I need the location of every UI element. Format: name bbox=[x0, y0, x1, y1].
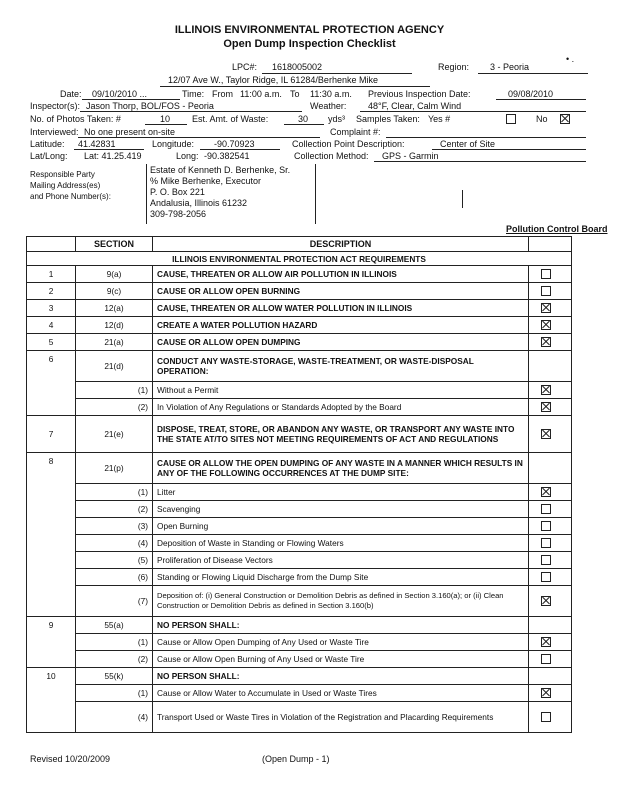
row-check-cell bbox=[529, 501, 572, 518]
table-row bbox=[27, 453, 572, 484]
to-label: To bbox=[290, 89, 300, 99]
row-check-cell bbox=[529, 634, 572, 651]
description-header: DESCRIPTION bbox=[153, 237, 529, 252]
table-subrow bbox=[27, 484, 572, 501]
row-section: 55(k) bbox=[76, 668, 153, 685]
table-subrow bbox=[27, 518, 572, 535]
latitude-underline bbox=[74, 149, 144, 150]
row-check-cell bbox=[529, 382, 572, 399]
waste-unit: yds³ bbox=[328, 114, 346, 124]
table-row bbox=[27, 317, 572, 334]
margin-marks: • . bbox=[566, 54, 575, 64]
latitude-label: Latitude: bbox=[30, 139, 65, 149]
responsible-party-label: Responsible Party bbox=[30, 170, 95, 179]
subrow-description: Standing or Flowing Liquid Discharge from the Dump Site bbox=[153, 569, 529, 586]
responsible-line-3: P. O. Box 221 bbox=[150, 187, 205, 197]
checklist-table bbox=[26, 236, 572, 733]
photos-label: No. of Photos Taken: # bbox=[30, 114, 121, 124]
samples-label: Samples Taken: bbox=[356, 114, 420, 124]
from-label: From bbox=[212, 89, 233, 99]
form-title: Open Dump Inspection Checklist bbox=[223, 38, 396, 50]
method-underline bbox=[374, 161, 586, 162]
row-number: 7 bbox=[27, 416, 76, 453]
subrow-description: Cause or Allow Open Dumping of Any Used or Waste Tire bbox=[153, 634, 529, 651]
complaint-label: Complaint #: bbox=[330, 127, 381, 137]
row-section: 12(d) bbox=[76, 317, 153, 334]
inspectors-underline bbox=[80, 111, 302, 112]
row-number: 10 bbox=[27, 668, 76, 733]
violation-checkbox[interactable] bbox=[541, 688, 551, 698]
violation-checkbox[interactable] bbox=[541, 637, 551, 647]
violation-checkbox[interactable] bbox=[541, 429, 551, 439]
violation-checkbox[interactable] bbox=[541, 303, 551, 313]
subrow-description: Cause or Allow Open Burning of Any Used or Waste Tire bbox=[153, 651, 529, 668]
row-check-cell bbox=[529, 484, 572, 501]
row-number: 9 bbox=[27, 617, 76, 668]
date-underline bbox=[82, 99, 180, 100]
row-number: 4 bbox=[27, 317, 76, 334]
row-check-cell bbox=[529, 651, 572, 668]
violation-checkbox[interactable] bbox=[541, 269, 551, 279]
agency-title: ILLINOIS ENVIRONMENTAL PROTECTION AGENCY bbox=[174, 24, 445, 36]
violation-checkbox[interactable] bbox=[541, 402, 551, 412]
table-row bbox=[27, 668, 572, 685]
region-underline bbox=[478, 73, 588, 74]
violation-checkbox[interactable] bbox=[541, 712, 551, 722]
row-section: 21(p) bbox=[76, 453, 153, 484]
table-row bbox=[27, 266, 572, 283]
waste-amount-label: Est. Amt. of Waste: bbox=[192, 114, 269, 124]
waste-amount-value: 30 bbox=[298, 114, 309, 124]
interviewed-underline bbox=[78, 137, 320, 138]
row-check-cell bbox=[529, 453, 572, 484]
photos-value: 10 bbox=[160, 114, 171, 124]
table-subrow bbox=[27, 399, 572, 416]
table-subrow bbox=[27, 702, 572, 733]
to-value: 11:30 a.m. bbox=[310, 89, 352, 99]
subrow-number: (5) bbox=[76, 552, 153, 569]
longitude-value: -90.70923 bbox=[214, 139, 255, 149]
row-number: 1 bbox=[27, 266, 76, 283]
row-section: 9(a) bbox=[76, 266, 153, 283]
site-address: 12/07 Ave W., Taylor Ridge, IL 61284/Berhenke Mike bbox=[168, 75, 378, 85]
subrow-description: In Violation of Any Regulations or Standards Adopted by the Board bbox=[153, 399, 529, 416]
table-subrow bbox=[27, 552, 572, 569]
subrow-number: (7) bbox=[76, 586, 153, 617]
date-label: Date: bbox=[60, 89, 82, 99]
table-subrow bbox=[27, 685, 572, 702]
subrow-description: Scavenging bbox=[153, 501, 529, 518]
violation-checkbox[interactable] bbox=[541, 555, 551, 565]
longitude-label: Longitude: bbox=[152, 139, 195, 149]
subrow-description: Litter bbox=[153, 484, 529, 501]
violation-checkbox[interactable] bbox=[541, 596, 551, 606]
subrow-number: (2) bbox=[76, 501, 153, 518]
row-section: 55(a) bbox=[76, 617, 153, 634]
from-value: 11:00 a.m. bbox=[240, 89, 282, 99]
violation-checkbox[interactable] bbox=[541, 538, 551, 548]
row-description: CAUSE OR ALLOW OPEN DUMPING bbox=[153, 334, 529, 351]
violation-checkbox[interactable] bbox=[541, 337, 551, 347]
violation-checkbox[interactable] bbox=[541, 504, 551, 514]
responsible-line-1: Estate of Kenneth D. Berhenke, Sr. bbox=[150, 165, 291, 175]
row-check-cell bbox=[529, 416, 572, 453]
photos-underline bbox=[145, 124, 187, 125]
row-number: 5 bbox=[27, 334, 76, 351]
divider-mark bbox=[462, 190, 463, 208]
revised-date: Revised 10/20/2009 bbox=[30, 754, 111, 764]
section-header: SECTION bbox=[76, 237, 153, 252]
table-subrow bbox=[27, 586, 572, 617]
subrow-number: (4) bbox=[76, 702, 153, 733]
row-description: CAUSE OR ALLOW OPEN BURNING bbox=[153, 283, 529, 300]
method-label: Collection Method: bbox=[294, 151, 369, 161]
row-number: 3 bbox=[27, 300, 76, 317]
table-subrow bbox=[27, 651, 572, 668]
long2-value: -90.382541 bbox=[204, 151, 250, 161]
samples-yes-checkbox[interactable] bbox=[506, 114, 516, 124]
subrow-description: Cause or Allow Water to Accumulate in Used or Waste Tires bbox=[153, 685, 529, 702]
samples-no-label: No bbox=[536, 114, 548, 124]
row-check-cell bbox=[529, 617, 572, 634]
region-value: 3 - Peoria bbox=[490, 62, 530, 72]
subrow-description: Without a Permit bbox=[153, 382, 529, 399]
subrow-number: (1) bbox=[76, 634, 153, 651]
collection-point-underline bbox=[432, 149, 586, 150]
row-description: CAUSE, THREATEN OR ALLOW WATER POLLUTION IN ILLINOIS bbox=[153, 300, 529, 317]
lpc-value: 1618005002 bbox=[272, 62, 323, 72]
row-check-cell bbox=[529, 552, 572, 569]
violation-checkbox[interactable] bbox=[541, 286, 551, 296]
subrow-description: Transport Used or Waste Tires in Violation of the Registration and Placarding Requirements bbox=[153, 702, 529, 733]
latlong-label: Lat/Long: bbox=[30, 151, 68, 161]
violation-checkbox[interactable] bbox=[541, 654, 551, 664]
weather-value: 48°F, Clear, Calm Wind bbox=[368, 101, 462, 111]
table-subrow bbox=[27, 501, 572, 518]
violation-checkbox[interactable] bbox=[541, 320, 551, 330]
responsible-line-5: 309-798-2056 bbox=[150, 209, 207, 219]
subrow-number: (3) bbox=[76, 518, 153, 535]
row-check-cell bbox=[529, 283, 572, 300]
weather-underline bbox=[360, 111, 586, 112]
violation-checkbox[interactable] bbox=[541, 385, 551, 395]
subrow-description: Deposition of Waste in Standing or Flowing Waters bbox=[153, 535, 529, 552]
table-row bbox=[27, 416, 572, 453]
violation-checkbox[interactable] bbox=[541, 487, 551, 497]
table-row bbox=[27, 617, 572, 634]
row-check-cell bbox=[529, 399, 572, 416]
inspectors-label: Inspector(s): bbox=[30, 101, 81, 111]
subrow-number: (6) bbox=[76, 569, 153, 586]
time-label: Time: bbox=[182, 89, 205, 99]
latitude-value: 41.42831 bbox=[78, 139, 116, 149]
complaint-underline bbox=[386, 137, 586, 138]
row-check-cell bbox=[529, 586, 572, 617]
lpc-underline bbox=[262, 73, 412, 74]
prev-underline bbox=[496, 99, 586, 100]
inspectors-value: Jason Thorp, BOL/FOS - Peoria bbox=[86, 101, 214, 111]
row-check-cell bbox=[529, 351, 572, 382]
date-value: 09/10/2010 ... bbox=[92, 89, 148, 99]
interviewed-value: No one present on-site bbox=[84, 127, 176, 137]
row-check-cell bbox=[529, 300, 572, 317]
table-row bbox=[27, 351, 572, 382]
table-subrow bbox=[27, 634, 572, 651]
waste-underline bbox=[284, 124, 324, 125]
table-header-row bbox=[27, 237, 572, 252]
row-number: 8 bbox=[27, 453, 76, 617]
table-subrow bbox=[27, 535, 572, 552]
table-subrow bbox=[27, 382, 572, 399]
collection-point-value: Center of Site bbox=[440, 139, 496, 149]
row-number: 6 bbox=[27, 351, 76, 416]
table-subrow bbox=[27, 569, 572, 586]
row-check-cell bbox=[529, 535, 572, 552]
row-check-cell bbox=[529, 569, 572, 586]
table-row bbox=[27, 283, 572, 300]
row-section: 21(e) bbox=[76, 416, 153, 453]
subrow-number: (1) bbox=[76, 382, 153, 399]
address-underline bbox=[160, 86, 430, 87]
row-section: 9(c) bbox=[76, 283, 153, 300]
row-check-cell bbox=[529, 317, 572, 334]
act-header-row bbox=[27, 252, 572, 266]
mailing-address-label: Mailing Address(es) bbox=[30, 181, 101, 190]
samples-no-checkbox[interactable] bbox=[560, 114, 570, 124]
subrow-number: (4) bbox=[76, 535, 153, 552]
board-label: Pollution Control Board bbox=[506, 224, 608, 234]
subrow-number: (1) bbox=[76, 484, 153, 501]
collection-point-label: Collection Point Description: bbox=[292, 139, 405, 149]
responsible-line-4: Andalusia, Illinois 61232 bbox=[150, 198, 248, 208]
row-check-cell bbox=[529, 702, 572, 733]
row-section: 21(d) bbox=[76, 351, 153, 382]
subrow-number: (1) bbox=[76, 685, 153, 702]
row-description: DISPOSE, TREAT, STORE, OR ABANDON ANY WASTE, OR TRANSPORT ANY WASTE INTO THE STATE AT/TO SITES NOT MEETING REQUIREMENTS OF ACT AND REGULATIONS bbox=[153, 416, 529, 453]
act-header: ILLINOIS ENVIRONMENTAL PROTECTION ACT REQUIREMENTS bbox=[27, 252, 572, 266]
row-description: CONDUCT ANY WASTE-STORAGE, WASTE-TREATMENT, OR WASTE-DISPOSAL OPERATION: bbox=[153, 351, 529, 382]
row-description: CREATE A WATER POLLUTION HAZARD bbox=[153, 317, 529, 334]
table-row bbox=[27, 334, 572, 351]
row-check-cell bbox=[529, 518, 572, 535]
violation-checkbox[interactable] bbox=[541, 521, 551, 531]
header-blank bbox=[27, 237, 76, 252]
responsible-line-2: % Mike Berhenke, Executor bbox=[150, 176, 262, 186]
row-number: 2 bbox=[27, 283, 76, 300]
interviewed-label: Interviewed: bbox=[30, 127, 79, 137]
subrow-description: Proliferation of Disease Vectors bbox=[153, 552, 529, 569]
prev-inspection-value: 09/08/2010 bbox=[508, 89, 554, 99]
row-description: NO PERSON SHALL: bbox=[153, 617, 529, 634]
subrow-number: (2) bbox=[76, 651, 153, 668]
lpc-label: LPC#: bbox=[232, 62, 258, 72]
row-description: CAUSE, THREATEN OR ALLOW AIR POLLUTION IN ILLINOIS bbox=[153, 266, 529, 283]
row-check-cell bbox=[529, 685, 572, 702]
long2-label: Long: bbox=[176, 151, 199, 161]
method-value: GPS - Garmin bbox=[382, 151, 439, 161]
phone-number-label: and Phone Number(s): bbox=[30, 192, 111, 201]
prev-inspection-label: Previous Inspection Date: bbox=[368, 89, 471, 99]
subrow-number: (2) bbox=[76, 399, 153, 416]
latlong-value: Lat: 41.25.419 bbox=[84, 151, 142, 161]
row-check-cell bbox=[529, 334, 572, 351]
header-box-blank bbox=[529, 237, 572, 252]
region-label: Region: bbox=[438, 62, 470, 72]
subrow-description: Open Burning bbox=[153, 518, 529, 535]
row-check-cell bbox=[529, 266, 572, 283]
row-description: NO PERSON SHALL: bbox=[153, 668, 529, 685]
page-label: (Open Dump - 1) bbox=[262, 754, 330, 764]
row-description: CAUSE OR ALLOW THE OPEN DUMPING OF ANY WASTE IN A MANNER WHICH RESULTS IN ANY OF THE FOLLOWING OCCURRENCES AT THE DUMP SITE: bbox=[153, 453, 529, 484]
table-row bbox=[27, 300, 572, 317]
samples-yes-label: Yes # bbox=[428, 114, 451, 124]
longitude-underline bbox=[200, 149, 280, 150]
row-section: 21(a) bbox=[76, 334, 153, 351]
subrow-description: Deposition of: (i) General Construction or Demolition Debris as defined in Section 3.160(a); or (ii) Clean Construction or Demolition Debris as defined in Section 3.160(b) bbox=[153, 586, 529, 617]
violation-checkbox[interactable] bbox=[541, 572, 551, 582]
weather-label: Weather: bbox=[310, 101, 347, 111]
row-check-cell bbox=[529, 668, 572, 685]
row-section: 12(a) bbox=[76, 300, 153, 317]
